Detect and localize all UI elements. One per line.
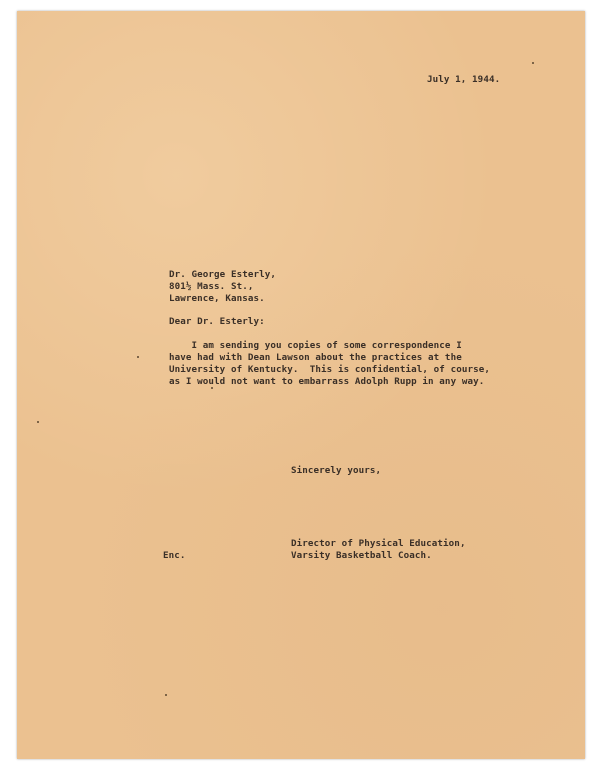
recipient-name: Dr. George Esterly, (169, 269, 276, 280)
paper-speck (137, 356, 139, 358)
salutation: Dear Dr. Esterly: (169, 316, 265, 327)
recipient-city: Lawrence, Kansas. (169, 293, 265, 304)
signature-title: Director of Physical Education, (291, 538, 466, 549)
paper-speck (165, 694, 167, 696)
letter-date: July 1, 1944. (427, 74, 501, 85)
body-line: have had with Dean Lawson about the practices at the (169, 352, 462, 363)
body-line: I am sending you copies of some correspondence I (169, 340, 462, 351)
signature-role: Varsity Basketball Coach. (291, 550, 432, 561)
paper-speck (532, 62, 534, 64)
paper-speck (37, 421, 39, 423)
recipient-street: 801½ Mass. St., (169, 281, 254, 292)
closing: Sincerely yours, (291, 465, 382, 476)
body-line: as I would not want to embarrass Adolph Rupp in any way. (169, 376, 485, 387)
body-line: University of Kentucky. This is confidential, of course, (169, 364, 490, 375)
enclosure-note: Enc. (163, 550, 186, 561)
paper-speck (211, 387, 213, 389)
letter-page (17, 11, 585, 759)
